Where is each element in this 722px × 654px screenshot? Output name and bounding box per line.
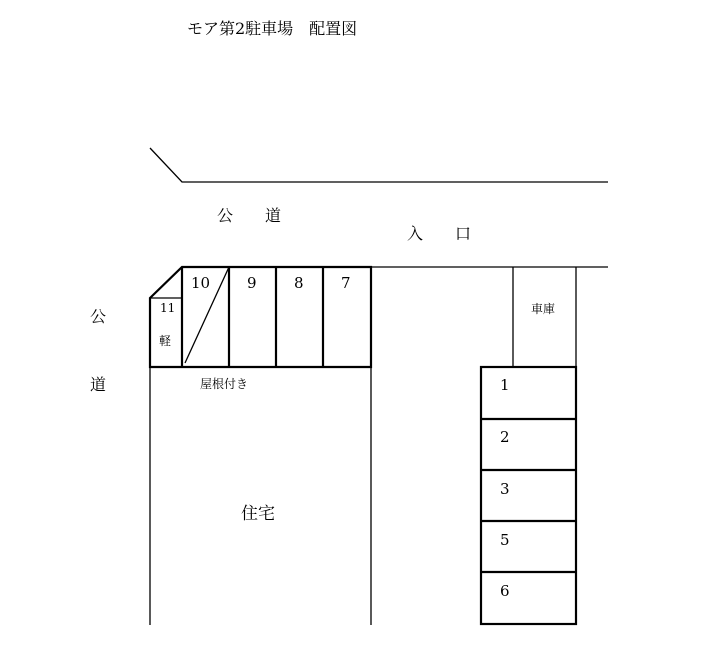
space-11-kei-label: 軽 [159, 334, 172, 348]
space-7-number: 7 [341, 274, 351, 292]
page-title: モア第2駐車場 配置図 [187, 19, 358, 38]
space-11-number: 11 [160, 301, 176, 315]
space-8-number: 8 [294, 274, 304, 292]
roofed-label: 屋根付き [200, 377, 249, 391]
space-5-number: 5 [500, 531, 510, 549]
space-2-number: 2 [500, 428, 510, 446]
road-label-left-1: 公 [90, 307, 107, 326]
space-1-number: 1 [500, 376, 510, 394]
road-label-left-2: 道 [90, 375, 107, 394]
road-label-top: 公 道 [217, 206, 282, 225]
roofed-parking-block [150, 267, 371, 367]
road-boundary-top [150, 148, 608, 182]
space-9-number: 9 [247, 274, 257, 292]
space-10-number: 10 [191, 274, 211, 292]
space-3-number: 3 [500, 480, 510, 498]
residence-label: 住宅 [241, 504, 275, 524]
entrance-label: 入 口 [407, 224, 472, 243]
space-6-number: 6 [500, 582, 510, 600]
right-parking-block [481, 367, 576, 624]
garage-label: 車庫 [531, 302, 556, 316]
